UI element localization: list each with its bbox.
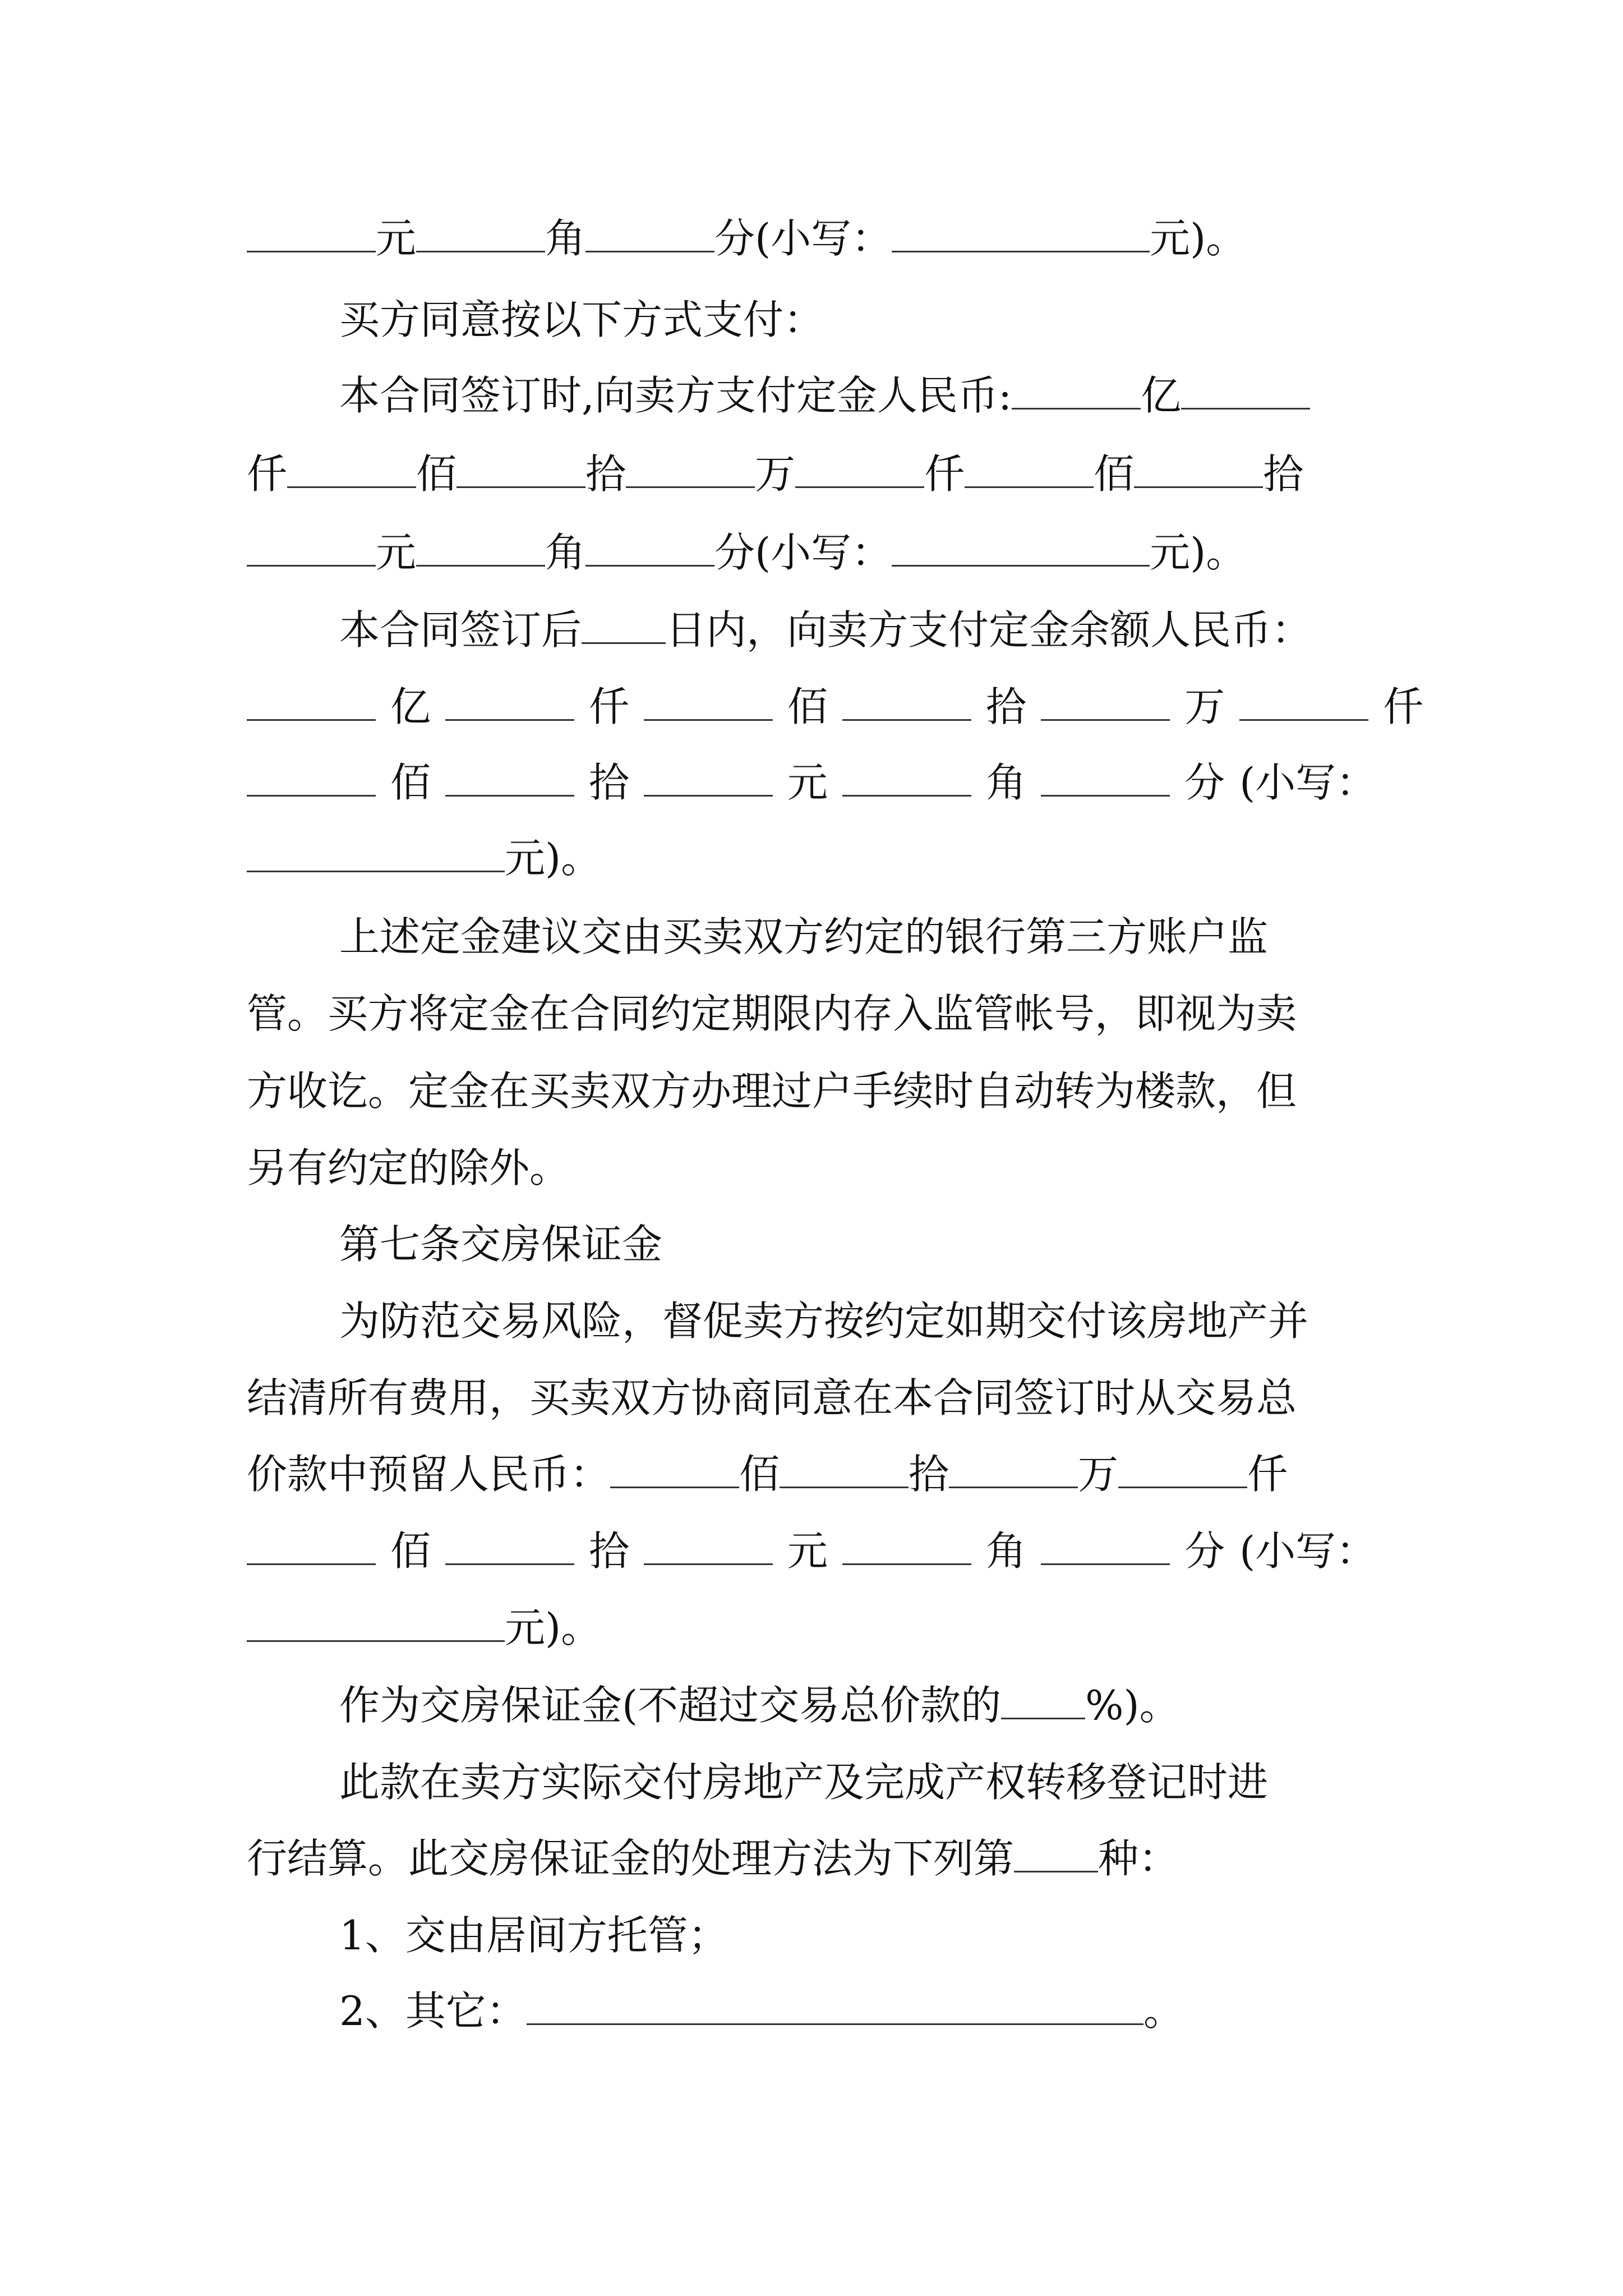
unit-bai: 佰: [739, 1451, 780, 1498]
blank-field[interactable]: [585, 216, 714, 252]
blank-field[interactable]: [892, 216, 1150, 252]
unit-fen: 分: [714, 215, 755, 262]
article-7-line-1: 为防范交易风险，督促卖方按约定如期交付该房地产并: [339, 1297, 1309, 1345]
unit-shi: 拾: [585, 450, 626, 498]
unit-bai: 佰: [416, 450, 457, 498]
unit-qian: 仟: [247, 450, 288, 498]
paragraph-settle-line-1: 此款在卖方实际交付房地产及完成产权转移登记时进: [339, 1759, 1269, 1806]
line-deposit-sign: [339, 365, 1391, 426]
blank-field[interactable]: [416, 216, 545, 252]
line-deposit-amount-1: [247, 443, 1391, 505]
xiaoxie-label: (小写：: [755, 215, 892, 262]
blank-field[interactable]: [445, 684, 574, 721]
unit-shi: 拾: [986, 683, 1027, 730]
blank-field[interactable]: [1118, 1452, 1247, 1488]
blank-field[interactable]: [416, 530, 545, 567]
unit-shi: 拾: [1263, 450, 1304, 498]
deposit-after-text-2: 日内，向卖方支付定金余额人民币：: [666, 606, 1312, 654]
blank-field[interactable]: [247, 530, 376, 567]
unit-bai: 佰: [1094, 450, 1135, 498]
blank-field[interactable]: [892, 530, 1150, 567]
article-7-title: 第七条交房保证金: [339, 1221, 663, 1268]
blank-field[interactable]: [780, 1452, 909, 1488]
xiaoxie-close: 元)。: [1150, 529, 1247, 576]
blank-field[interactable]: [247, 216, 376, 252]
blank-field[interactable]: [842, 1529, 971, 1565]
unit-wan: 万: [755, 450, 796, 498]
blank-field[interactable]: [457, 452, 585, 488]
paragraph-settle-line-2: [247, 1828, 1391, 1889]
blank-field[interactable]: [842, 760, 971, 797]
line-guarantee-xiaoxie: [247, 1597, 1391, 1659]
guarantee-text-2: %)。: [1085, 1682, 1180, 1729]
article-7-line-3: [247, 1443, 1391, 1505]
blank-field[interactable]: [445, 1529, 574, 1565]
option-number-blank[interactable]: [1014, 1836, 1098, 1872]
guarantee-text-1: 作为交房保证金(不超过交易总价款的: [339, 1682, 1002, 1729]
deposit-sign-text: 本合同签订时,向卖方支付定金人民币:: [339, 372, 1012, 419]
unit-yuan: 元: [376, 215, 417, 262]
blank-field[interactable]: [585, 530, 714, 567]
unit-bai: 佰: [787, 683, 828, 730]
paragraph-supervise-line-4: 另有约定的除外。: [247, 1144, 570, 1191]
unit-qian: 仟: [1247, 1451, 1288, 1498]
unit-yuan: 元: [787, 759, 828, 806]
blank-field[interactable]: [1239, 684, 1368, 721]
blank-field[interactable]: [1041, 1529, 1170, 1565]
blank-field[interactable]: [1181, 373, 1310, 409]
paragraph-supervise-line-3: 方收讫。定金在买卖双方办理过户手续时自动转为楼款，但: [247, 1068, 1297, 1115]
line-amount-tail-1: [247, 208, 1391, 269]
unit-jiao: 角: [986, 759, 1027, 806]
days-blank[interactable]: [582, 608, 666, 644]
option-2-label: 2、其它：: [339, 1987, 527, 2035]
blank-field[interactable]: [949, 1452, 1078, 1488]
unit-yi: 亿: [390, 683, 431, 730]
blank-field[interactable]: [644, 760, 773, 797]
blank-field[interactable]: [247, 1605, 505, 1642]
deposit-after-text-1: 本合同签订后: [339, 606, 582, 654]
unit-fen: 分: [714, 529, 755, 576]
unit-bai: 佰: [390, 759, 431, 806]
unit-wan: 万: [1078, 1451, 1119, 1498]
unit-fen: 分: [1184, 759, 1225, 806]
article-7-text-3: 价款中预留人民币：: [247, 1451, 611, 1498]
settle-text-2b: 种：: [1098, 1835, 1179, 1882]
xiaoxie-label: (小写：: [1239, 1527, 1377, 1575]
unit-qian: 仟: [1383, 683, 1424, 730]
line-deposit-after: [339, 599, 1391, 661]
blank-field[interactable]: [626, 452, 755, 488]
line-guarantee-percent: [339, 1674, 1391, 1736]
paragraph-supervise-line-1: 上述定金建议交由买卖双方约定的银行第三方账户监: [339, 913, 1269, 960]
blank-field[interactable]: [965, 452, 1094, 488]
xiaoxie-label: (小写：: [755, 529, 892, 576]
blank-field[interactable]: [445, 760, 574, 797]
blank-field[interactable]: [287, 452, 416, 488]
xiaoxie-label: (小写：: [1239, 759, 1377, 806]
blank-field[interactable]: [1041, 684, 1170, 721]
blank-field[interactable]: [1041, 760, 1170, 797]
unit-shi: 拾: [909, 1451, 949, 1498]
blank-field[interactable]: [1012, 373, 1141, 409]
blank-field[interactable]: [1134, 452, 1263, 488]
unit-jiao: 角: [545, 529, 586, 576]
paragraph-pay-method: 买方同意按以下方式支付：: [339, 296, 824, 343]
line-balance-amount-1: [247, 676, 1424, 738]
other-method-blank[interactable]: [527, 1989, 1144, 2025]
settle-text-2a: 行结算。此交房保证金的处理方法为下列第: [247, 1835, 1015, 1882]
unit-yi: 亿: [1141, 372, 1182, 419]
line-balance-xiaoxie: [247, 827, 1391, 889]
blank-field[interactable]: [247, 836, 505, 872]
line-guarantee-amount: [247, 1520, 1391, 1582]
unit-yuan: 元: [787, 1527, 828, 1575]
option-1: 1、交由居间方托管；: [339, 1912, 728, 1959]
blank-field[interactable]: [644, 1529, 773, 1565]
xiaoxie-close: 元)。: [505, 1604, 602, 1651]
option-2: [339, 1980, 1391, 2042]
xiaoxie-close: 元)。: [1150, 215, 1247, 262]
blank-field[interactable]: [842, 684, 971, 721]
unit-wan: 万: [1184, 683, 1225, 730]
unit-yuan: 元: [376, 529, 417, 576]
article-7-line-2: 结清所有费用，买卖双方协商同意在本合同签订时从交易总: [247, 1374, 1297, 1421]
option-2-end: 。: [1143, 1987, 1184, 2035]
blank-field[interactable]: [247, 1529, 376, 1565]
line-balance-amount-2: [247, 752, 1391, 813]
line-deposit-amount-2: [247, 522, 1391, 583]
unit-qian: 仟: [924, 450, 965, 498]
unit-shi: 拾: [589, 1527, 630, 1575]
percent-blank[interactable]: [1001, 1683, 1085, 1719]
unit-fen: 分: [1184, 1527, 1225, 1575]
blank-field[interactable]: [610, 1452, 739, 1488]
blank-field[interactable]: [644, 684, 773, 721]
unit-jiao: 角: [545, 215, 586, 262]
blank-field[interactable]: [795, 452, 924, 488]
unit-shi: 拾: [589, 759, 630, 806]
unit-jiao: 角: [986, 1527, 1027, 1575]
paragraph-supervise-line-2: 管。买方将定金在合同约定期限内存入监管帐号，即视为卖: [247, 990, 1297, 1037]
xiaoxie-close: 元)。: [505, 835, 602, 882]
unit-qian: 仟: [589, 683, 630, 730]
blank-field[interactable]: [247, 760, 376, 797]
blank-field[interactable]: [247, 684, 376, 721]
unit-bai: 佰: [390, 1527, 431, 1575]
